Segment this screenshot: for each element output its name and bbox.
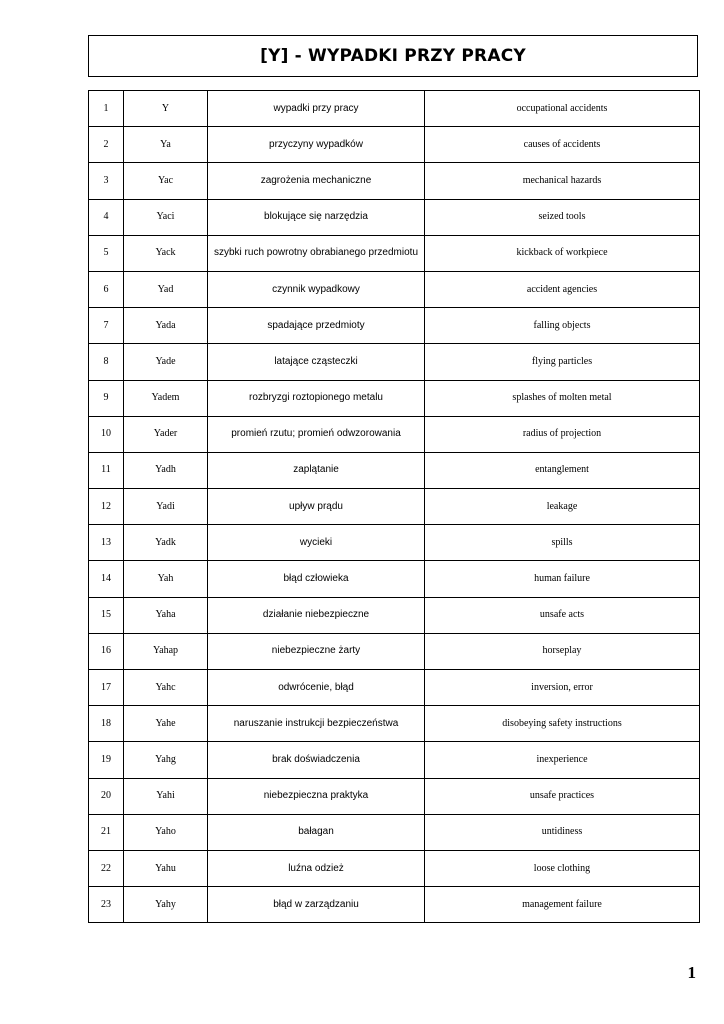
english-term-cell: occupational accidents [425, 91, 700, 127]
code-cell: Yade [124, 344, 208, 380]
english-term-cell: unsafe acts [425, 597, 700, 633]
code-cell: Yahu [124, 850, 208, 886]
page-number: 1 [687, 963, 696, 982]
row-number-cell: 9 [89, 380, 124, 416]
code-cell: Yahap [124, 633, 208, 669]
table-row [89, 344, 700, 380]
polish-term-cell: działanie niebezpieczne [208, 597, 425, 633]
page-title: [Y] - WYPADKI PRZY PRACY [260, 46, 526, 66]
table-row [89, 489, 700, 525]
table-row [89, 525, 700, 561]
polish-term-cell: czynnik wypadkowy [208, 271, 425, 307]
english-term-cell: falling objects [425, 308, 700, 344]
table-row [89, 235, 700, 271]
table-row [89, 778, 700, 814]
code-cell: Yahe [124, 706, 208, 742]
row-number-cell: 12 [89, 489, 124, 525]
code-cell: Yack [124, 235, 208, 271]
polish-term-cell: niebezpieczne żarty [208, 633, 425, 669]
code-cell: Yahy [124, 887, 208, 923]
code-cell: Yahg [124, 742, 208, 778]
polish-term-cell: promień rzutu; promień odwzorowania [208, 416, 425, 452]
table-row [89, 199, 700, 235]
row-number-cell: 14 [89, 561, 124, 597]
row-number-cell: 23 [89, 887, 124, 923]
polish-term-cell: zagrożenia mechaniczne [208, 163, 425, 199]
polish-term-cell: wypadki przy pracy [208, 91, 425, 127]
english-term-cell: flying particles [425, 344, 700, 380]
table-row [89, 597, 700, 633]
code-cell: Yada [124, 308, 208, 344]
row-number-cell: 13 [89, 525, 124, 561]
code-cell: Yadh [124, 452, 208, 488]
polish-term-cell: niebezpieczna praktyka [208, 778, 425, 814]
table-row [89, 850, 700, 886]
table-row [89, 706, 700, 742]
english-term-cell: accident agencies [425, 271, 700, 307]
code-cell: Yaho [124, 814, 208, 850]
code-cell: Ya [124, 127, 208, 163]
row-number-cell: 7 [89, 308, 124, 344]
polish-term-cell: blokujące się narzędzia [208, 199, 425, 235]
polish-term-cell: wycieki [208, 525, 425, 561]
table-row [89, 452, 700, 488]
row-number-cell: 16 [89, 633, 124, 669]
english-term-cell: entanglement [425, 452, 700, 488]
english-term-cell: management failure [425, 887, 700, 923]
glossary-table [88, 90, 700, 923]
table-row [89, 887, 700, 923]
polish-term-cell: brak doświadczenia [208, 742, 425, 778]
english-term-cell: horseplay [425, 633, 700, 669]
polish-term-cell: rozbryzgi roztopionego metalu [208, 380, 425, 416]
code-cell: Yadk [124, 525, 208, 561]
english-term-cell: splashes of molten metal [425, 380, 700, 416]
polish-term-cell: przyczyny wypadków [208, 127, 425, 163]
english-term-cell: inversion, error [425, 670, 700, 706]
row-number-cell: 21 [89, 814, 124, 850]
code-cell: Yadi [124, 489, 208, 525]
row-number-cell: 1 [89, 91, 124, 127]
code-cell: Yader [124, 416, 208, 452]
english-term-cell: human failure [425, 561, 700, 597]
row-number-cell: 20 [89, 778, 124, 814]
english-term-cell: kickback of workpiece [425, 235, 700, 271]
code-cell: Y [124, 91, 208, 127]
glossary-table-container [88, 90, 699, 923]
polish-term-cell: luźna odzież [208, 850, 425, 886]
code-cell: Yaha [124, 597, 208, 633]
row-number-cell: 2 [89, 127, 124, 163]
polish-term-cell: błąd w zarządzaniu [208, 887, 425, 923]
table-row [89, 127, 700, 163]
table-row [89, 633, 700, 669]
table-row [89, 271, 700, 307]
code-cell: Yah [124, 561, 208, 597]
english-term-cell: mechanical hazards [425, 163, 700, 199]
polish-term-cell: zaplątanie [208, 452, 425, 488]
code-cell: Yadem [124, 380, 208, 416]
row-number-cell: 11 [89, 452, 124, 488]
polish-term-cell: upływ prądu [208, 489, 425, 525]
polish-term-cell: błąd człowieka [208, 561, 425, 597]
code-cell: Yahi [124, 778, 208, 814]
table-row [89, 670, 700, 706]
polish-term-cell: spadające przedmioty [208, 308, 425, 344]
row-number-cell: 15 [89, 597, 124, 633]
english-term-cell: seized tools [425, 199, 700, 235]
table-row [89, 380, 700, 416]
table-row [89, 742, 700, 778]
table-row [89, 91, 700, 127]
english-term-cell: inexperience [425, 742, 700, 778]
code-cell: Yaci [124, 199, 208, 235]
table-row [89, 416, 700, 452]
table-row [89, 814, 700, 850]
polish-term-cell: bałagan [208, 814, 425, 850]
row-number-cell: 5 [89, 235, 124, 271]
english-term-cell: unsafe practices [425, 778, 700, 814]
english-term-cell: disobeying safety instructions [425, 706, 700, 742]
polish-term-cell: odwrócenie, błąd [208, 670, 425, 706]
english-term-cell: leakage [425, 489, 700, 525]
english-term-cell: untidiness [425, 814, 700, 850]
english-term-cell: radius of projection [425, 416, 700, 452]
table-row [89, 308, 700, 344]
glossary-table-body [89, 91, 700, 923]
row-number-cell: 19 [89, 742, 124, 778]
row-number-cell: 10 [89, 416, 124, 452]
polish-term-cell: szybki ruch powrotny obrabianego przedmiotu [208, 235, 425, 271]
code-cell: Yahc [124, 670, 208, 706]
row-number-cell: 3 [89, 163, 124, 199]
title-box [88, 35, 698, 77]
english-term-cell: loose clothing [425, 850, 700, 886]
polish-term-cell: latające cząsteczki [208, 344, 425, 380]
polish-term-cell: naruszanie instrukcji bezpieczeństwa [208, 706, 425, 742]
code-cell: Yad [124, 271, 208, 307]
row-number-cell: 18 [89, 706, 124, 742]
row-number-cell: 4 [89, 199, 124, 235]
table-row [89, 561, 700, 597]
row-number-cell: 17 [89, 670, 124, 706]
row-number-cell: 8 [89, 344, 124, 380]
code-cell: Yac [124, 163, 208, 199]
english-term-cell: causes of accidents [425, 127, 700, 163]
english-term-cell: spills [425, 525, 700, 561]
row-number-cell: 22 [89, 850, 124, 886]
table-row [89, 163, 700, 199]
row-number-cell: 6 [89, 271, 124, 307]
